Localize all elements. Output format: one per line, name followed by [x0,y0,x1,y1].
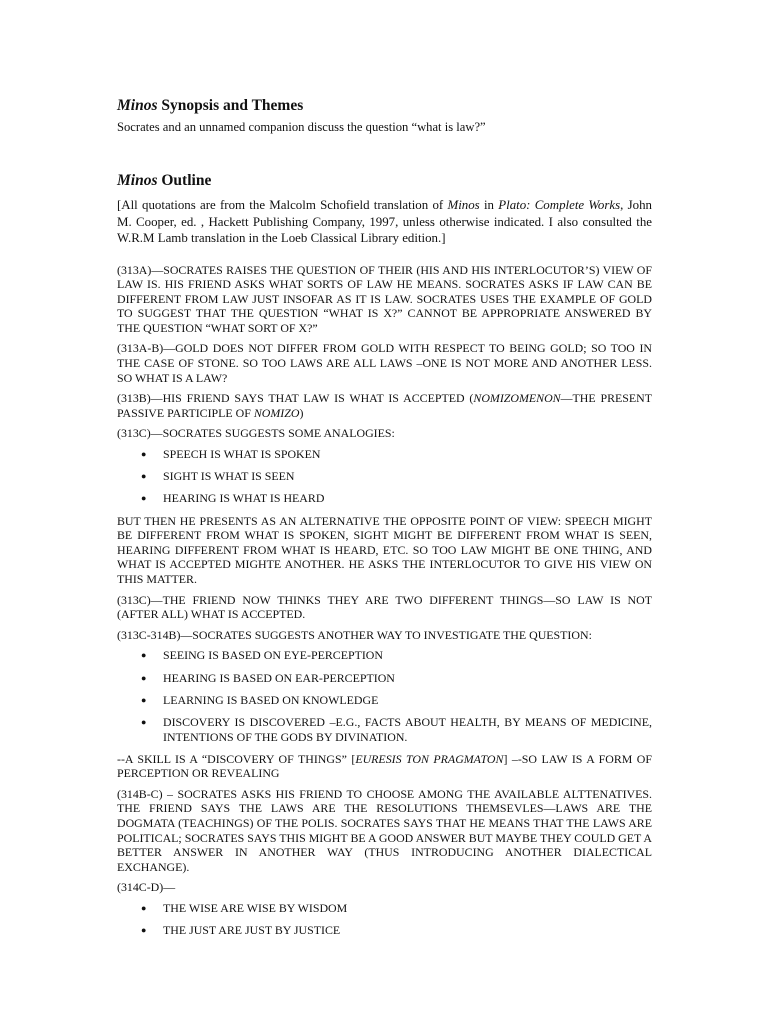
intro-text-3: , John M. Cooper, ed. , Hackett Publishing Company, 1997, unless otherwise indicated. I also consulted the W.R.M Lamb translation in the Loeb Classical Library edition.] [117,198,652,245]
bullet-icon: ● [141,694,147,705]
intro-italic-minos: Minos [447,198,480,212]
bullet-icon: ● [141,650,147,661]
bullet-icon: ● [141,903,147,914]
list-item [117,648,652,663]
list-item-text: HEARING IS WHAT IS HEARD [163,491,325,506]
list-item [117,693,652,708]
outline-paragraph: (313C-314B)—SOCRATES SUGGESTS ANOTHER WAY TO INVESTIGATE THE QUESTION: [117,627,592,642]
outline-intro [117,197,652,247]
outline-paragraph: BUT THEN HE PRESENTS AS AN ALTERNATIVE THE OPPOSITE POINT OF VIEW: SPEECH MIGHT BE DIFFERENT FROM WHAT IS SPOKEN, SIGHT MIGHT BE DIFFERENT FROM WHAT IS SEEN, HEARING DIFFERENT FROM WHAT IS HEARD, ETC. SO TOO LAW MIGHT BE ONE THING, AND WHAT IS ACCEPTED MIGHTE ANOTHER. HE ASKS THE INTERLOCUTOR TO GIVE HIS VIEW ON THIS MATTER. [117,513,652,586]
p3-italic-nomizomenon: NOMIZOMENON [473,391,561,406]
p3-text-1: (313B)—HIS FRIEND SAYS THAT LAW IS WHAT IS ACCEPTED ( [117,391,474,406]
investigation-list [117,648,652,744]
list-item-text: DISCOVERY IS DISCOVERED –E.G., FACTS ABOUT HEALTH, BY MEANS OF MEDICINE, INTENTIONS OF THE GODS BY DIVINATION. [163,714,652,744]
list-item-text: HEARING IS BASED ON EAR-PERCEPTION [163,670,395,685]
bullet-icon: ● [141,493,147,504]
analogies-list [117,447,652,506]
bullet-icon: ● [141,925,147,936]
list-item [117,901,652,916]
list-item [117,469,652,484]
outline-paragraph: (314B-C) – SOCRATES ASKS HIS FRIEND TO CHOOSE AMONG THE AVAILABLE ALTTENATIVES. THE FRIEND SAYS THE LAWS ARE THE RESOLUTIONS THEMSEVLES—LAWS ARE THE DOGMATA (TEACHINGS) OF THE POLIS. SOCRATES SAYS THAT HE MEANS THAT THE LAWS ARE POLITICAL; SOCRATES SAYS THIS MIGHT BE A GOOD ANSWER BUT MAYBE THEY COULD GET A BETTER ANSWER IN ANOTHER WAY (THUS INTRODUCING ANOTHER DIALECTICAL EXCHANGE). [117,786,652,874]
outline-paragraph [117,752,652,781]
outline-paragraph: (313C)—SOCRATES SUGGESTS SOME ANALOGIES: [117,426,395,441]
p8-italic-euresis: EURESIS TON PRAGMATON [355,751,504,766]
document-page [117,96,652,945]
outline-heading-italic: Minos [117,172,158,189]
list-item [117,491,652,506]
outline-paragraph [117,391,652,420]
bullet-icon: ● [141,471,147,482]
list-item [117,715,652,744]
p3-text-2: —THE PRESENT PASSIVE PARTICIPLE OF [117,391,652,420]
outline-paragraph: (313A-B)—GOLD DOES NOT DIFFER FROM GOLD WITH RESPECT TO BEING GOLD; SO TOO IN THE CASE OF STONE. SO TOO LAWS ARE ALL LAWS –ONE IS NOT MORE AND ANOTHER LESS. SO WHAT IS A LAW? [117,341,652,385]
wisdom-list [117,901,652,938]
p3-text-3: ) [299,405,304,420]
synopsis-summary: Socrates and an unnamed companion discuss the question “what is law?” [117,120,486,134]
outline-paragraph: (314C-D)— [117,880,176,895]
list-item [117,923,652,938]
list-item [117,671,652,686]
intro-text-1: [All quotations are from the Malcolm Schofield translation of [117,198,448,212]
bullet-icon: ● [141,716,147,727]
intro-italic-plato: Plato: Complete Works [498,198,621,212]
synopsis-heading-rest: Synopsis and Themes [157,97,304,114]
list-item [117,447,652,462]
list-item-text: SPEECH IS WHAT IS SPOKEN [163,447,321,462]
outline-heading-rest: Outline [157,172,212,189]
list-item-text: THE WISE ARE WISE BY WISDOM [163,901,348,916]
outline-paragraph: (313C)—THE FRIEND NOW THINKS THEY ARE TWO DIFFERENT THINGS—SO LAW IS NOT (AFTER ALL) WHAT IS ACCEPTED. [117,592,652,622]
p3-italic-nomizo: NOMIZO [253,405,300,420]
outline-paragraph: (313A)—SOCRATES RAISES THE QUESTION OF THEIR (HIS AND HIS INTERLOCUTOR’S) VIEW OF LAW IS. HIS FRIEND ASKS WHAT SORTS OF LAW HE MEANS. SOCRATES ASKS IF LAW CAN BE DIFFERENT FROM LAW JUST INSOFAR AS IT IS LAW. SOCRATES USES THE EXAMPLE OF GOLD TO SUGGEST THAT THE QUESTION “WHAT IS X?” CANNOT BE APPROPRIATE ANSWERED BY THE QUESTION “WHAT SORT OF X?” [117,262,652,335]
bullet-icon: ● [141,672,147,683]
intro-text-2: in [479,198,499,212]
outline-heading [117,171,652,191]
synopsis-heading-italic: Minos [117,97,158,114]
bullet-icon: ● [141,449,147,460]
list-item-text: SEEING IS BASED ON EYE-PERCEPTION [163,648,383,663]
list-item-text: SIGHT IS WHAT IS SEEN [163,469,295,484]
p8-text-2: ] –-SO LAW IS A FORM OF PERCEPTION OR REVEALING [117,751,653,781]
synopsis-heading [117,96,652,116]
list-item-text: THE JUST ARE JUST BY JUSTICE [163,923,341,938]
list-item-text: LEARNING IS BASED ON KNOWLEDGE [163,692,379,707]
p8-text-1: --A SKILL IS A “DISCOVERY OF THINGS” [ [117,751,356,766]
